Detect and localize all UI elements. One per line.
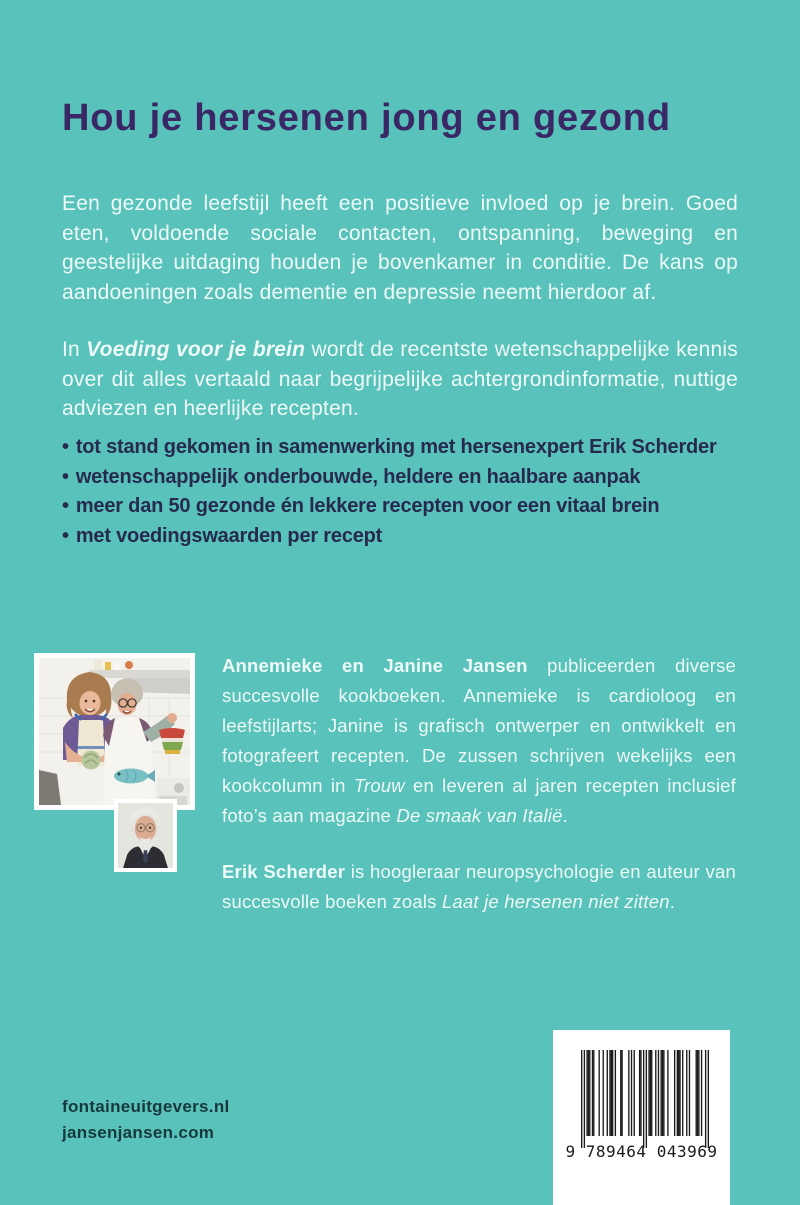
list-item <box>62 522 762 552</box>
bullet-text: met voedingswaarden per recept <box>75 524 383 547</box>
bullet-icon: • <box>62 465 69 488</box>
bullet-icon: • <box>62 524 69 547</box>
book-title-inline: Voeding voor je brein <box>86 338 306 361</box>
website-url-authors: jansenjansen.com <box>62 1123 215 1142</box>
barcode-label <box>553 1030 730 1205</box>
barcode-image <box>581 1050 709 1148</box>
author-name-jansen: Annemieke en Janine Jansen <box>222 655 528 676</box>
list-item <box>62 433 762 463</box>
intro-p2-prefix: In <box>62 338 87 361</box>
isbn-number: 9 789464 043969 <box>565 1142 718 1161</box>
jansen-sisters-photo <box>34 653 195 810</box>
bullet-text: tot stand gekomen in samenwerking met hersenexpert Erik Scherder <box>75 436 717 458</box>
list-item <box>62 463 762 493</box>
newspaper-name: Trouw <box>353 775 405 796</box>
jansen-sisters-photo-image <box>39 658 190 805</box>
magazine-name: De smaak van Italië <box>396 805 563 826</box>
list-item <box>62 492 762 522</box>
website-url-publisher: fontaineuitgevers.nl <box>62 1097 230 1116</box>
bio-scherder-paragraph <box>222 857 736 917</box>
bio-jansen-paragraph <box>222 651 736 831</box>
bullet-text: wetenschappelijk onderbouwde, heldere en haalbare aanpak <box>75 465 641 488</box>
bullet-icon: • <box>62 436 69 458</box>
author-bio <box>222 651 736 917</box>
intro-p2-suffix: wordt de recentste wetenschappelijke kennis over dit alles vertaald naar begrijpelijke achtergrondinformatie, nuttige adviezen en heerlijke recepten. <box>62 338 738 420</box>
author-name-scherder: Erik Scherder <box>222 861 346 882</box>
erik-scherder-photo <box>114 799 177 872</box>
publisher-websites <box>62 1094 230 1146</box>
bullet-text: meer dan 50 gezonde én lekkere recepten voor een vitaal brein <box>75 495 660 517</box>
bio-scherder-text-2: . <box>669 891 676 912</box>
intro-paragraph-2 <box>62 335 738 424</box>
intro-paragraph-1: Een gezonde leefstijl heeft een positieve invloed op je brein. Goed eten, voldoende sociale contacten, ontspanning, beweging en geestelijke uitdaging houden je bovenkamer in conditie. De kans op aandoeningen zoals dementie en depressie neemt hierdoor af. <box>62 192 738 304</box>
selling-points-list <box>62 433 762 551</box>
erik-scherder-photo-image <box>118 803 173 868</box>
bio-jansen-text-3: . <box>562 805 568 826</box>
bio-jansen-text-1: publiceerden diverse succesvolle kookboeken. Annemieke is cardioloog en leefstijlarts; Janine is grafisch ontwerper en ontwikkelt en fotografeert recepten. De zussen schrijven wekelijks een kookcolumn in <box>222 655 737 796</box>
bullet-icon: • <box>62 495 69 517</box>
referenced-book-title: Laat je hersenen niet zitten <box>441 891 670 912</box>
bio-jansen-text-2: en leveren al jaren recepten inclusief foto’s aan magazine <box>222 775 736 826</box>
page-title: Hou je hersenen jong en gezond <box>62 97 671 140</box>
bio-scherder-text-1: is hoogleraar neuropsychologie en auteur van succesvolle boeken zoals <box>222 861 736 912</box>
